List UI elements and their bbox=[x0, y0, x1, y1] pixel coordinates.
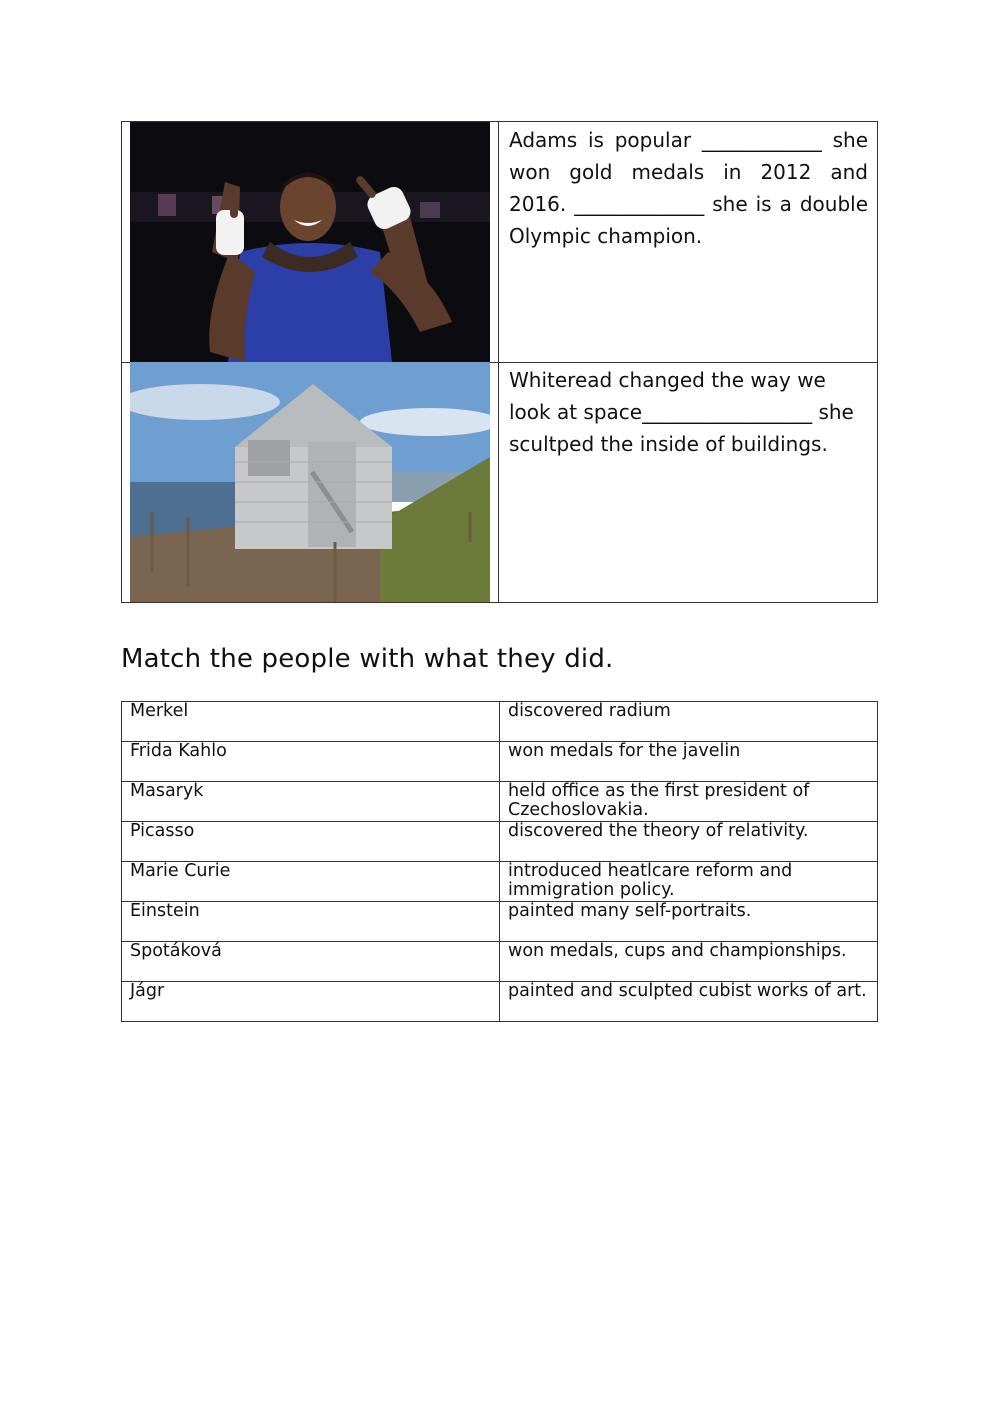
description-cell: introduced heatlcare reform and immigration policy. bbox=[500, 862, 878, 902]
table-row bbox=[122, 902, 878, 942]
card-row-boxer bbox=[122, 122, 877, 363]
table-row bbox=[122, 982, 878, 1022]
table-row bbox=[122, 942, 878, 982]
person-cell: Frida Kahlo bbox=[122, 742, 500, 782]
person-cell: Einstein bbox=[122, 902, 500, 942]
house-sculpture-image bbox=[130, 362, 490, 602]
table-row bbox=[122, 742, 878, 782]
card-text-adams: Adams is popular ____________ she won gold medals in 2012 and 2016. _____________ she is a double Olympic champion. bbox=[509, 128, 868, 248]
description-cell: discovered the theory of relativity. bbox=[500, 822, 878, 862]
person-cell: Spotáková bbox=[122, 942, 500, 982]
person-cell: Picasso bbox=[122, 822, 500, 862]
table-row bbox=[122, 782, 878, 822]
card-text-whiteread: Whiteread changed the way we look at space_________________ she scultped the inside of buildings. bbox=[509, 368, 854, 456]
description-cell: painted many self-portraits. bbox=[500, 902, 878, 942]
matching-table bbox=[121, 701, 878, 1022]
table-row bbox=[122, 822, 878, 862]
person-cell: Merkel bbox=[122, 702, 500, 742]
card-row-house bbox=[122, 362, 877, 602]
description-cell: held office as the first president of Czechoslovakia. bbox=[500, 782, 878, 822]
boxer-photo bbox=[122, 122, 499, 362]
description-cell: won medals, cups and championships. bbox=[500, 942, 878, 982]
description-cell: painted and sculpted cubist works of art. bbox=[500, 982, 878, 1022]
person-cell: Jágr bbox=[122, 982, 500, 1022]
table-row bbox=[122, 702, 878, 742]
table-row bbox=[122, 862, 878, 902]
boxer-photo-image bbox=[130, 122, 490, 362]
picture-card-table bbox=[121, 121, 878, 603]
house-sculpture-photo bbox=[122, 362, 499, 602]
matching-heading: Match the people with what they did. bbox=[121, 644, 614, 674]
person-cell: Masaryk bbox=[122, 782, 500, 822]
person-cell: Marie Curie bbox=[122, 862, 500, 902]
description-cell: discovered radium bbox=[500, 702, 878, 742]
description-cell: won medals for the javelin bbox=[500, 742, 878, 782]
